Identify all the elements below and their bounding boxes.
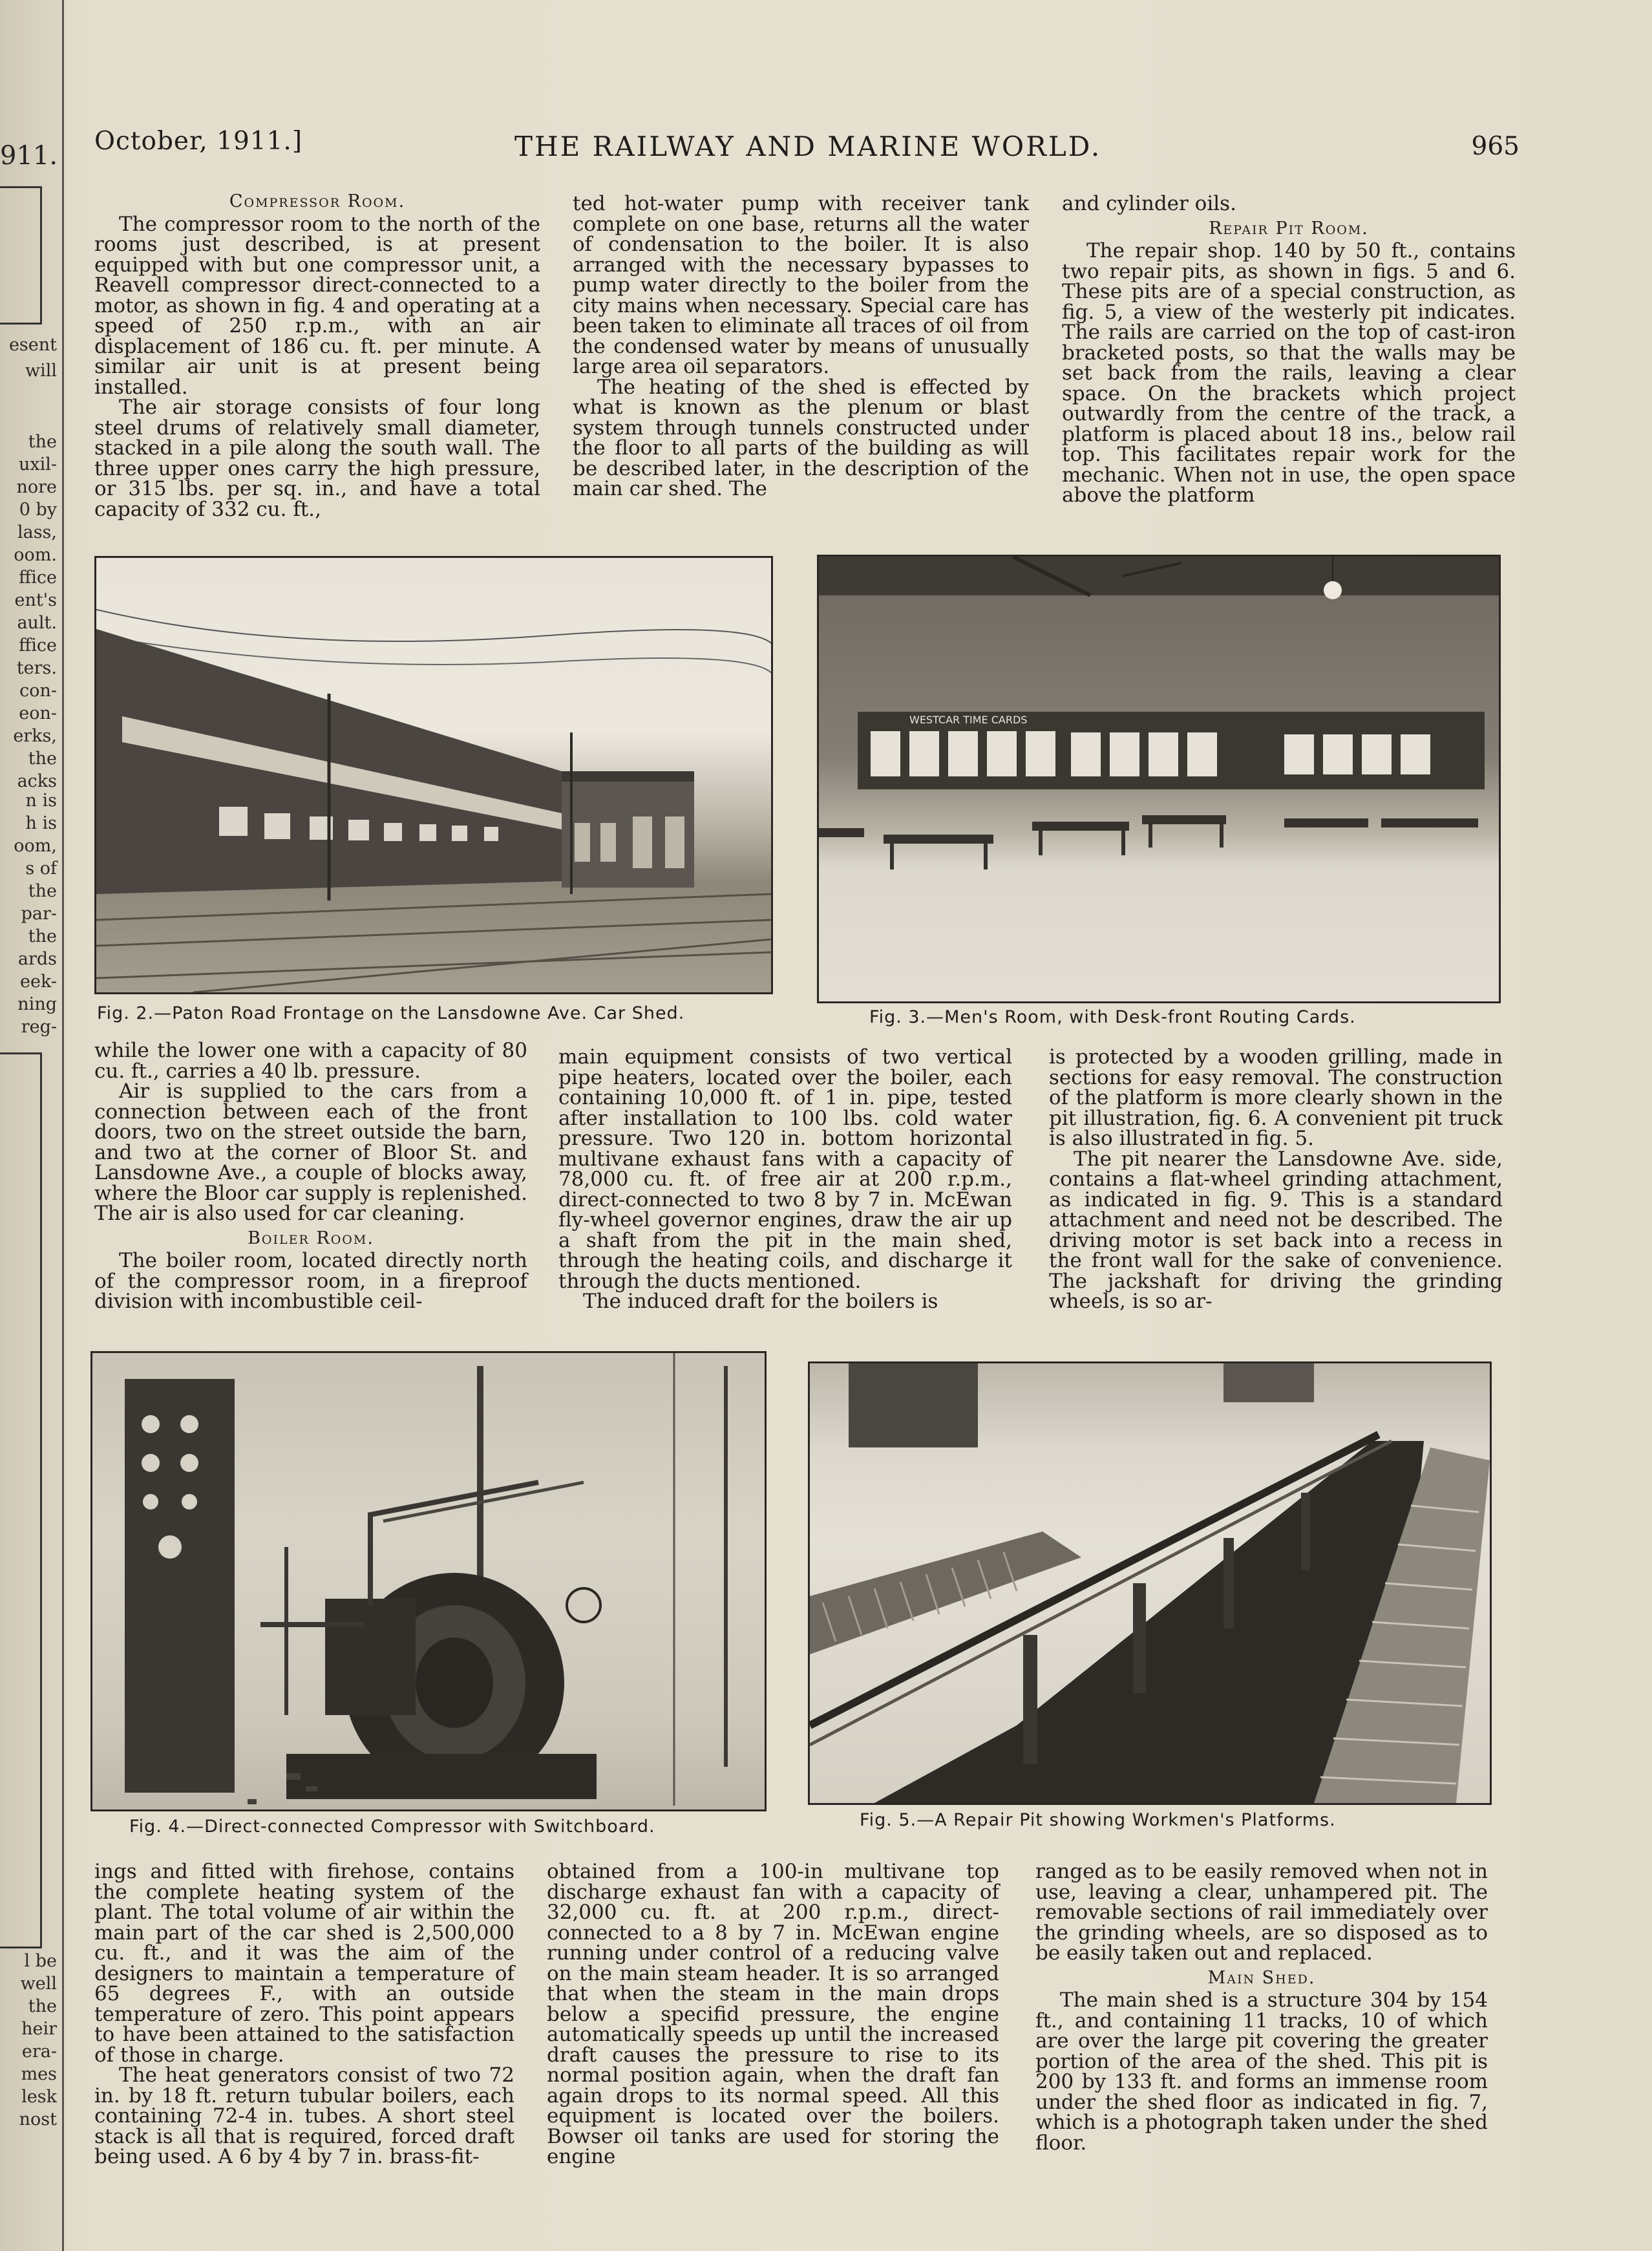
previous-page-fragment: the bbox=[28, 1996, 57, 2016]
previous-page-fragment: well bbox=[20, 1974, 57, 1994]
previous-page-box bbox=[0, 186, 42, 325]
column-middle-3 bbox=[1049, 1047, 1503, 1312]
previous-page-fragment: l be bbox=[24, 1951, 57, 1971]
figure-3-sign: WESTCAR TIME CARDS bbox=[909, 714, 1028, 726]
previous-page-fragment: h is bbox=[25, 813, 57, 833]
previous-page-edge bbox=[0, 0, 64, 2251]
previous-page-fragment: ards bbox=[17, 949, 57, 969]
page-header bbox=[94, 123, 1520, 168]
previous-page-fragment: 0 by bbox=[19, 500, 57, 520]
figure-5-photo bbox=[808, 1361, 1492, 1805]
previous-page-fragment: con- bbox=[19, 681, 57, 701]
previous-page-fragment: erks, bbox=[13, 726, 57, 746]
figure-5-illustration bbox=[810, 1363, 1490, 1803]
column-middle-2 bbox=[558, 1047, 1012, 1312]
paragraph: main equipment consists of two vertical pipe heaters, located over the boiler, each containing 10,000 ft. of 1 in. pipe, tested after installation to 100 lbs. cold water pressure. Two 120 in. bottom horizontal multivane exhaust fans with a capacity of 78,000 cu. ft. of free air at 200 r.p.m., direct-connected to two 8 by 7 in. McEwan fly-wheel governor engines, draw the air up a shaft from the pit in the main shed, through the heating coils, and discharge it through the ducts mentioned. bbox=[558, 1045, 1012, 1293]
paragraph: and cylinder oils. bbox=[1062, 192, 1236, 215]
figure-3-illustration bbox=[819, 557, 1499, 1001]
paragraph: The repair shop. 140 by 50 ft., contains two repair pits, as shown in figs. 5 and 6. These pits are of a special construction, as fig. 5, a view of the westerly pit indicates. The rails are carried on the top of cast-iron bracketed posts, so that the walls may be set back from the rails, leaving a clear space. On the brackets which project outwardly from the centre of the track, a platform is placed about 18 ins., below rail top. This facilitates repair work for the mechanic. When not in use, the open space above the platform bbox=[1062, 239, 1516, 507]
previous-page-fragment: eek- bbox=[20, 972, 57, 992]
previous-page-fragment: the bbox=[28, 926, 57, 946]
previous-page-fragment: acks bbox=[17, 771, 57, 791]
previous-page-fragment: era- bbox=[21, 2042, 57, 2062]
paragraph: obtained from a 100-in multivane top discharge exhaust fan with a capacity of 32,000 cu. ft. at 200 r.p.m., direct-connected to a 8 by 7 in. McEwan engine running under control of a reducing valve on the main steam header. It is so arranged that when the steam in the main drops below a specifid pressure, the engine automatically speeds up until the increased draft causes the pressure to rise to its normal position again, when the draft fan again drops to its normal speed. All this equipment is located over the boilers. Bowser oil tanks are used for storing the engine bbox=[547, 1860, 999, 2168]
section-heading-compressor-room: Compressor Room. bbox=[229, 191, 406, 211]
paragraph: The air storage consists of four long steel drums of relatively small diameter, stacked in a pile along the south wall. The three upper ones carry the high pressure, or 315 lbs. per sq. in., and have a total capacity of 332 cu. ft., bbox=[94, 396, 540, 521]
paragraph: The heat generators consist of two 72 in. by 18 ft. return tubular boilers, each containing 72-4 in. tubes. A short steel stack is all that is required, forced draft being used. A 6 by 4 by 7 in. brass-fit- bbox=[94, 2064, 514, 2168]
previous-page-fragment: heir bbox=[21, 2019, 57, 2039]
previous-page-fragment: oom. bbox=[14, 545, 57, 565]
paragraph: The main shed is a structure 304 by 154 ft., and containing 11 tracks, 10 of which are over the large pit covering the greater portion of the area of the shed. This pit is 200 by 133 ft. and forms an immense room under the shed floor as indicated in fig. 7, which is a photograph taken under the shed floor. bbox=[1035, 1989, 1488, 2155]
figure-4-caption: Fig. 4.—Direct-connected Compressor with Switchboard. bbox=[129, 1817, 655, 1837]
header-date: October, 1911.] bbox=[94, 127, 303, 156]
figure-4-illustration bbox=[92, 1353, 765, 1809]
column-bottom-3 bbox=[1035, 1862, 1488, 2153]
column-top-3 bbox=[1062, 194, 1516, 506]
paragraph: The boiler room, located directly north of the compressor room, in a fireproof division with incombustible ceil- bbox=[94, 1249, 527, 1313]
figure-2-photo bbox=[94, 556, 773, 994]
previous-page-fragment: lass, bbox=[17, 522, 57, 542]
column-bottom-1 bbox=[94, 1862, 514, 2168]
paragraph: is protected by a wooden grilling, made in sections for easy removal. The construction of the platform is more clearly shown in the pit illustration, fig. 6. A convenient pit truck is also illustrated in fig. 5. bbox=[1049, 1045, 1503, 1150]
paragraph: ranged as to be easily removed when not in use, leaving a clear, unhampered pit. The removable sections of rail immediately over the grinding wheels, are so disposed as to be easily taken out and replaced. bbox=[1035, 1860, 1488, 1965]
figure-2-illustration bbox=[96, 558, 771, 992]
paragraph: ted hot-water pump with receiver tank complete on one base, returns all the water of condensation to the boiler. It is also arranged with the necessary bypasses to pump water directly to the boiler from the city mains when necessary. Special care has been taken to eliminate all traces of oil from the condensed water by means of unusually large area oil separators. bbox=[573, 192, 1029, 378]
paragraph: The induced draft for the boilers is bbox=[583, 1290, 938, 1313]
previous-page-fragment: reg- bbox=[21, 1017, 57, 1037]
previous-page-fragment: ffice bbox=[19, 568, 57, 588]
previous-page-fragment: the bbox=[28, 432, 57, 452]
previous-page-fragment: eon- bbox=[19, 703, 57, 723]
figure-5-caption: Fig. 5.—A Repair Pit showing Workmen's Platforms. bbox=[860, 1810, 1336, 1830]
paragraph: while the lower one with a capacity of 80 cu. ft., carries a 40 lb. pressure. bbox=[94, 1039, 527, 1083]
column-top-1 bbox=[94, 187, 540, 520]
column-top-2 bbox=[573, 194, 1029, 500]
paragraph: Air is supplied to the cars from a connection between each of the front doors, two on the street outside the barn, and two at the corner of Bloor St. and Lansdowne Ave., a couple of blocks away, where the Bloor car supply is replenished. The air is also used for car cleaning. bbox=[94, 1080, 527, 1225]
previous-page-fragment: will bbox=[25, 361, 57, 381]
section-heading-boiler-room: Boiler Room. bbox=[248, 1228, 374, 1248]
previous-page-fragment: ning bbox=[17, 994, 57, 1014]
previous-page-fragment: the bbox=[28, 881, 57, 901]
previous-page-fragment: lesk bbox=[21, 2087, 57, 2107]
previous-page-fragment: ters. bbox=[16, 658, 57, 678]
figure-2-caption: Fig. 2.—Paton Road Frontage on the Lansdowne Ave. Car Shed. bbox=[97, 1003, 685, 1023]
column-middle-1 bbox=[94, 1041, 527, 1312]
previous-page-fragment: s of bbox=[25, 859, 57, 879]
previous-page-fragment: mes bbox=[21, 2064, 57, 2084]
previous-page-fragment: nost bbox=[19, 2109, 57, 2129]
figure-4-photo bbox=[90, 1351, 767, 1811]
previous-page-fragment: par- bbox=[21, 904, 57, 924]
section-heading-repair-pit-room: Repair Pit Room. bbox=[1209, 218, 1369, 239]
previous-page-fragment: ent's bbox=[14, 590, 57, 610]
previous-page-fragment: oom, bbox=[14, 836, 57, 856]
previous-page-fragment: the bbox=[28, 749, 57, 769]
figure-3-caption: Fig. 3.—Men's Room, with Desk-front Routing Cards. bbox=[869, 1007, 1356, 1027]
previous-page-fragment: esent bbox=[8, 335, 57, 355]
previous-page-fragment: n is bbox=[25, 791, 57, 811]
paragraph: The heating of the shed is effected by what is known as the plenum or blast system through tunnels constructed under the floor to all parts of the building as will be described later, in the description of the main car shed. The bbox=[573, 375, 1029, 500]
previous-page-fragment: nore bbox=[16, 477, 57, 497]
figure-3-photo bbox=[817, 555, 1501, 1003]
column-bottom-2 bbox=[547, 1862, 999, 2168]
paragraph: ings and fitted with firehose, contains the complete heating system of the plant. The total volume of air within the main part of the car shed is 2,500,000 cu. ft., and it was the aim of the designers to maintain a temperature of 65 degrees F., with an outside temperature of zero. This point appears to have been attained to the satisfaction of those in charge. bbox=[94, 1860, 514, 2067]
previous-page-box-lower bbox=[0, 1052, 42, 1948]
previous-page-fragment: ffice bbox=[19, 635, 57, 656]
paragraph: The compressor room to the north of the rooms just described, is at present equipped with but one compressor unit, a Reavell compressor direct-connected to a motor, as shown in fig. 4 and operating at a speed of 250 r.p.m., with an air displacement of 186 cu. ft. per minute. A similar air unit is at present being installed. bbox=[94, 212, 540, 399]
previous-page-fragment: ault. bbox=[17, 613, 57, 633]
page-number: 965 bbox=[1471, 132, 1520, 161]
previous-page-year: 911. bbox=[0, 141, 58, 171]
paragraph: The pit nearer the Lansdowne Ave. side, contains a flat-wheel grinding attachment, as indicated in fig. 9. This is a standard attachment and need not be described. The driving motor is set back into a recess in the front wall for the sake of convenience. The jackshaft for driving the grinding wheels, is so ar- bbox=[1049, 1147, 1503, 1313]
header-title: THE RAILWAY AND MARINE WORLD. bbox=[514, 131, 1102, 162]
section-heading-main-shed: Main Shed. bbox=[1207, 1967, 1316, 1988]
previous-page-fragment: uxil- bbox=[18, 454, 57, 475]
